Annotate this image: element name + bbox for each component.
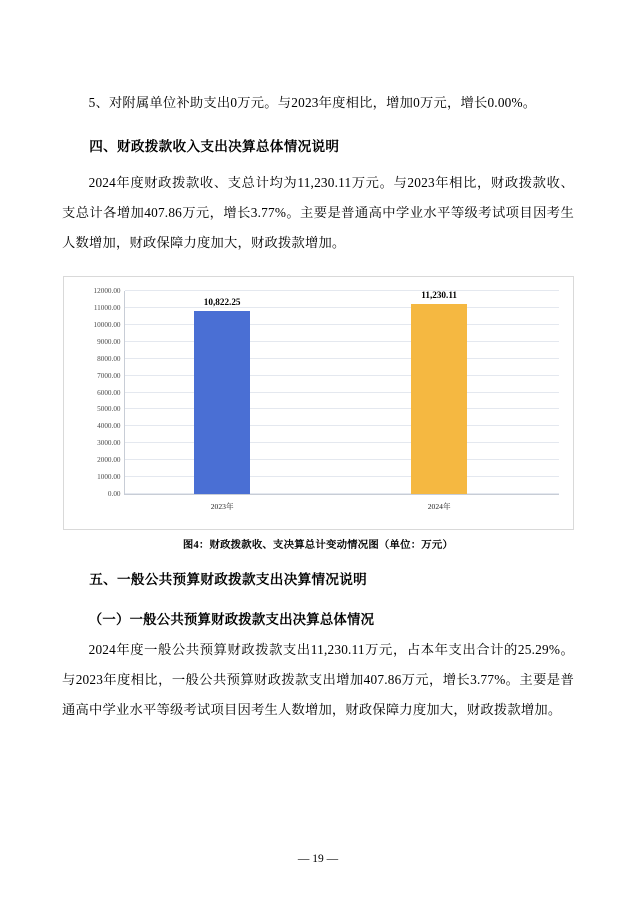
gridline [97, 371, 559, 380]
gridline [93, 287, 559, 295]
paragraph-item-5: 5、对附属单位补助支出0万元。与2023年度相比，增加0万元，增长0.00%。 [88, 95, 537, 110]
gridline [97, 354, 559, 363]
y-tick-label: 1000.00 [97, 473, 121, 482]
subsection-heading-five-one: （一）一般公共预算财政拨款支出决算总体情况 [88, 612, 375, 627]
gridline [97, 473, 559, 482]
bar-value-label: 11,230.11 [421, 290, 458, 301]
y-tick-label: 5000.00 [97, 405, 121, 414]
gridline [107, 490, 559, 498]
section-heading-four: 四、财政拨款收入支出决算总体情况说明 [89, 139, 340, 154]
gridline [97, 422, 559, 431]
gridline [97, 405, 559, 414]
y-tick-label: 6000.00 [97, 388, 121, 397]
paragraph-general-budget: 2024年度一般公共预算财政拨款支出11,230.11万元，占本年支出合计的25.29%。与2023年度相比，一般公共预算财政拨款支出增加407.86万元，增长3.77%。主要是普通高中学业水平等级考试项目因考生人数增加，财政保障力度加大，财政拨款增加。 [62, 642, 574, 717]
y-tick-label: 8000.00 [97, 354, 121, 363]
bar-value-label: 10,822.25 [203, 296, 241, 307]
gridline [97, 337, 559, 346]
gridline [97, 388, 559, 397]
y-tick-label: 2000.00 [97, 456, 121, 465]
y-tick-label: 11000.00 [93, 303, 121, 312]
y-tick-label: 10000.00 [93, 320, 121, 329]
gridline [97, 439, 559, 448]
y-tick-label: 0.00 [107, 490, 121, 498]
gridline [93, 320, 559, 329]
paragraph-fiscal-total: 2024年度财政拨款收、支总计均为11,230.11万元。与2023年相比，财政拨款收、支总计各增加407.86万元，增长3.77%。主要是普通高中学业水平等级考试项目因考生人数增加，财政保障力度加大，财政拨款增加。 [62, 175, 574, 250]
chart-plot-area [93, 287, 559, 511]
page-number: — 19 — [297, 853, 339, 865]
bar-chart [63, 276, 574, 530]
chart-caption: 图4：财政拨款收、支决算总计变动情况图（单位：万元） [182, 540, 454, 551]
y-tick-label: 9000.00 [97, 337, 121, 346]
bar-2024 [411, 290, 467, 511]
gridline [93, 303, 559, 312]
x-tick-label: 2024年 [427, 502, 451, 511]
y-tick-label: 3000.00 [97, 439, 121, 448]
gridline [97, 456, 559, 465]
y-tick-label: 7000.00 [97, 371, 121, 380]
bar-2023 [194, 296, 250, 511]
section-heading-five: 五、一般公共预算财政拨款支出决算情况说明 [89, 572, 368, 587]
y-tick-label: 4000.00 [97, 422, 121, 431]
x-tick-label: 2023年 [210, 502, 234, 511]
chart-block [62, 276, 574, 551]
y-tick-label: 12000.00 [93, 287, 121, 295]
